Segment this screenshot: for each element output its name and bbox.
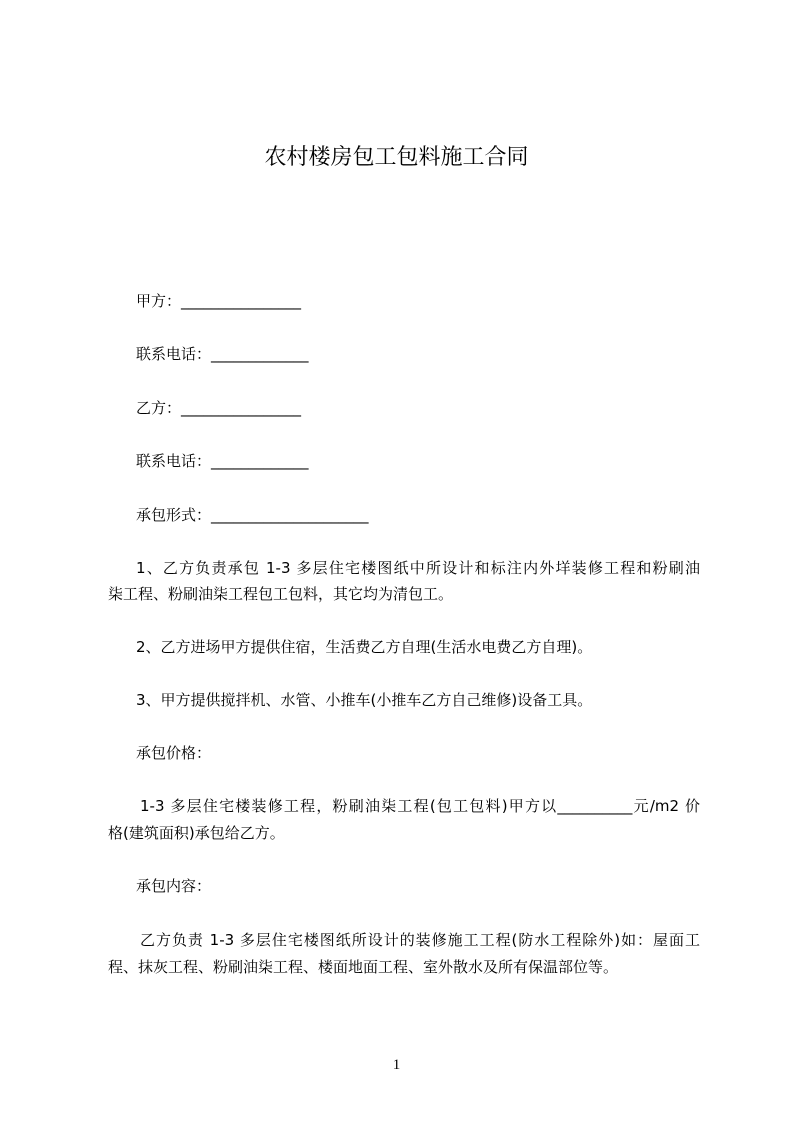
document-title: 农村楼房包工包料施工合同 — [264, 145, 529, 170]
page-number: 1 — [392, 1057, 401, 1073]
clause-3-line-1: 3、甲方提供搅拌机、水管、小推车(小推车乙方自己维修)设备工具。 — [136, 691, 593, 709]
clause-1-line-1: 1、乙方负责承包 1-3 多层住宅楼图纸中所设计和标注内外垟装修工程和粉刷油 — [136, 559, 700, 577]
clause-1-line-2: 柒工程、粉刷油柒工程包工包料，其它均为清包工。 — [108, 585, 454, 603]
price-text-line-2: 格(建筑面积)承包给乙方。 — [108, 824, 285, 842]
field-blank: _____________________ — [211, 506, 369, 524]
price-heading: 承包价格： — [136, 744, 212, 762]
field-blank: _____________ — [211, 452, 309, 470]
field-label: 乙方： — [136, 399, 182, 417]
field-blank: _____________ — [211, 345, 309, 363]
field-label: 甲方： — [136, 292, 182, 310]
field-blank: ________________ — [181, 399, 302, 417]
content-heading: 承包内容： — [136, 877, 212, 895]
field-party-b — [136, 398, 301, 418]
clause-2-line-1: 2、乙方进场甲方提供住宿，生活费乙方自理(生活水电费乙方自理)。 — [136, 638, 593, 656]
field-label: 承包形式： — [136, 506, 212, 524]
field-party-a — [136, 291, 301, 311]
field-party-a-phone — [136, 344, 309, 364]
field-label: 联系电话： — [136, 452, 212, 470]
field-label: 联系电话： — [136, 345, 212, 363]
content-text-line-1: 乙方负责 1-3 多层住宅楼图纸所设计的装修施工工程(防水工程除外)如：屋面工 — [140, 931, 700, 949]
price-text-line-1: 1-3 多层住宅楼装修工程，粉刷油柒工程(包工包料)甲方以__________元/m2 价 — [140, 797, 700, 815]
field-contract-form — [136, 505, 369, 525]
field-party-b-phone — [136, 451, 309, 471]
content-text-line-2: 程、抹灰工程、粉刷油柒工程、楼面地面工程、室外散水及所有保温部位等。 — [108, 958, 619, 976]
field-blank: ________________ — [181, 292, 302, 310]
